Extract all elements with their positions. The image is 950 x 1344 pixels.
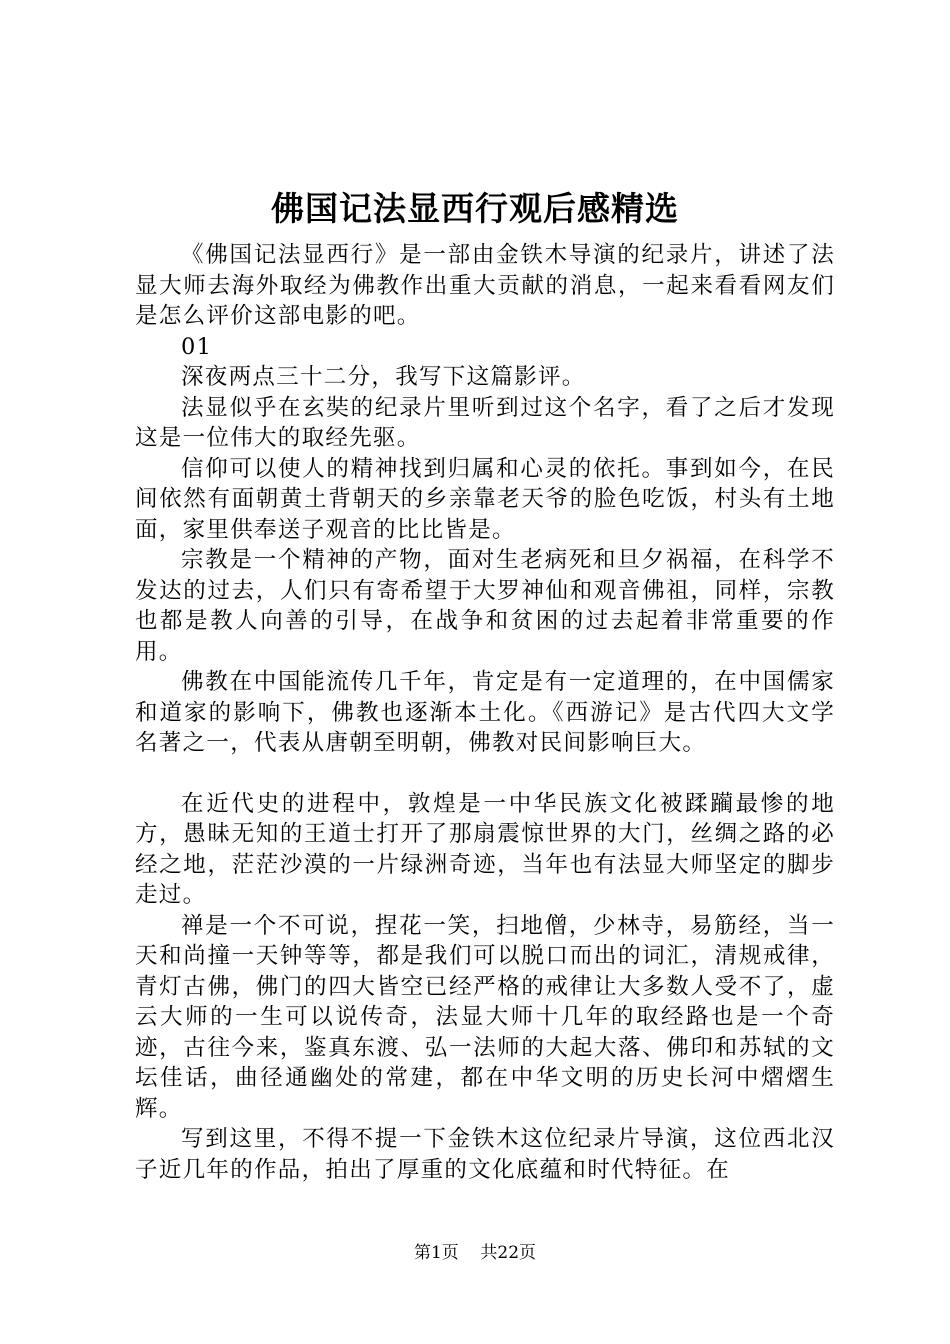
paragraph: 法显似乎在玄奘的纪录片里听到过这个名字，看了之后才发现这是一位伟大的取经先驱。 xyxy=(135,394,835,451)
paragraph: 在近代史的进程中，敦煌是一中华民族文化被蹂躏最惨的地方，愚昧无知的王道士打开了那扇震惊世界的大门，丝绸之路的必经之地，茫茫沙漠的一片绿洲奇迹，当年也有法显大师坚定的脚步走过。 xyxy=(135,790,835,908)
footer-spacer xyxy=(464,1243,475,1263)
article-body xyxy=(135,240,835,1185)
page-number-total: 共22页 xyxy=(480,1243,537,1263)
page-number-current: 第1页 xyxy=(413,1243,459,1263)
page-title: 佛国记法显西行观后感精选 xyxy=(271,189,679,228)
paragraph: 佛教在中国能流传几千年，肯定是有一定道理的，在中国儒家和道家的影响下，佛教也逐渐本土化。《西游记》是古代四大文学名著之一，代表从唐朝至明朝，佛教对民间影响巨大。 xyxy=(135,669,835,756)
paragraph: 宗教是一个精神的产物，面对生老病死和旦夕祸福，在科学不发达的过去，人们只有寄希望于大罗神仙和观音佛祖，同样，宗教也都是教人向善的引导，在战争和贫困的过去起着非常重要的作用。 xyxy=(135,547,835,665)
paragraph: 深夜两点三十二分，我写下这篇影评。 xyxy=(181,364,586,390)
paragraph: 写到这里，不得不提一下金铁木这位纪录片导演，这位西北汉子近几年的作品，拍出了厚重的文化底蕴和时代特征。在 xyxy=(135,1126,835,1183)
paragraph: 信仰可以使人的精神找到归属和心灵的依托。事到如今，在民间依然有面朝黄土背朝天的乡亲靠老天爷的脸色吃饭，村头有土地面，家里供奉送子观音的比比皆是。 xyxy=(135,455,835,543)
paragraph: 01 xyxy=(181,333,213,360)
page-footer xyxy=(0,1241,950,1265)
paragraph: 禅是一个不可说，捏花一笑，扫地僧，少林寺，易筋经，当一天和尚撞一天钟等等，都是我们可以脱口而出的词汇，清规戒律，青灯古佛，佛门的四大皆空已经严格的戒律让大多数人受不了，虚云大师的一生可以说传奇，法显大师十几年的取经路也是一个奇迹，古往今来，鉴真东渡、弘一法师的大起大落、佛印和苏轼的文坛佳话，曲径通幽处的常建，都在中华文明的历史长河中熠熠生辉。 xyxy=(135,912,835,1122)
paragraph: 《佛国记法显西行》是一部由金铁木导演的纪录片，讲述了法显大师去海外取经为佛教作出重大贡献的消息，一起来看看网友们是怎么评价这部电影的吧。 xyxy=(135,242,835,329)
